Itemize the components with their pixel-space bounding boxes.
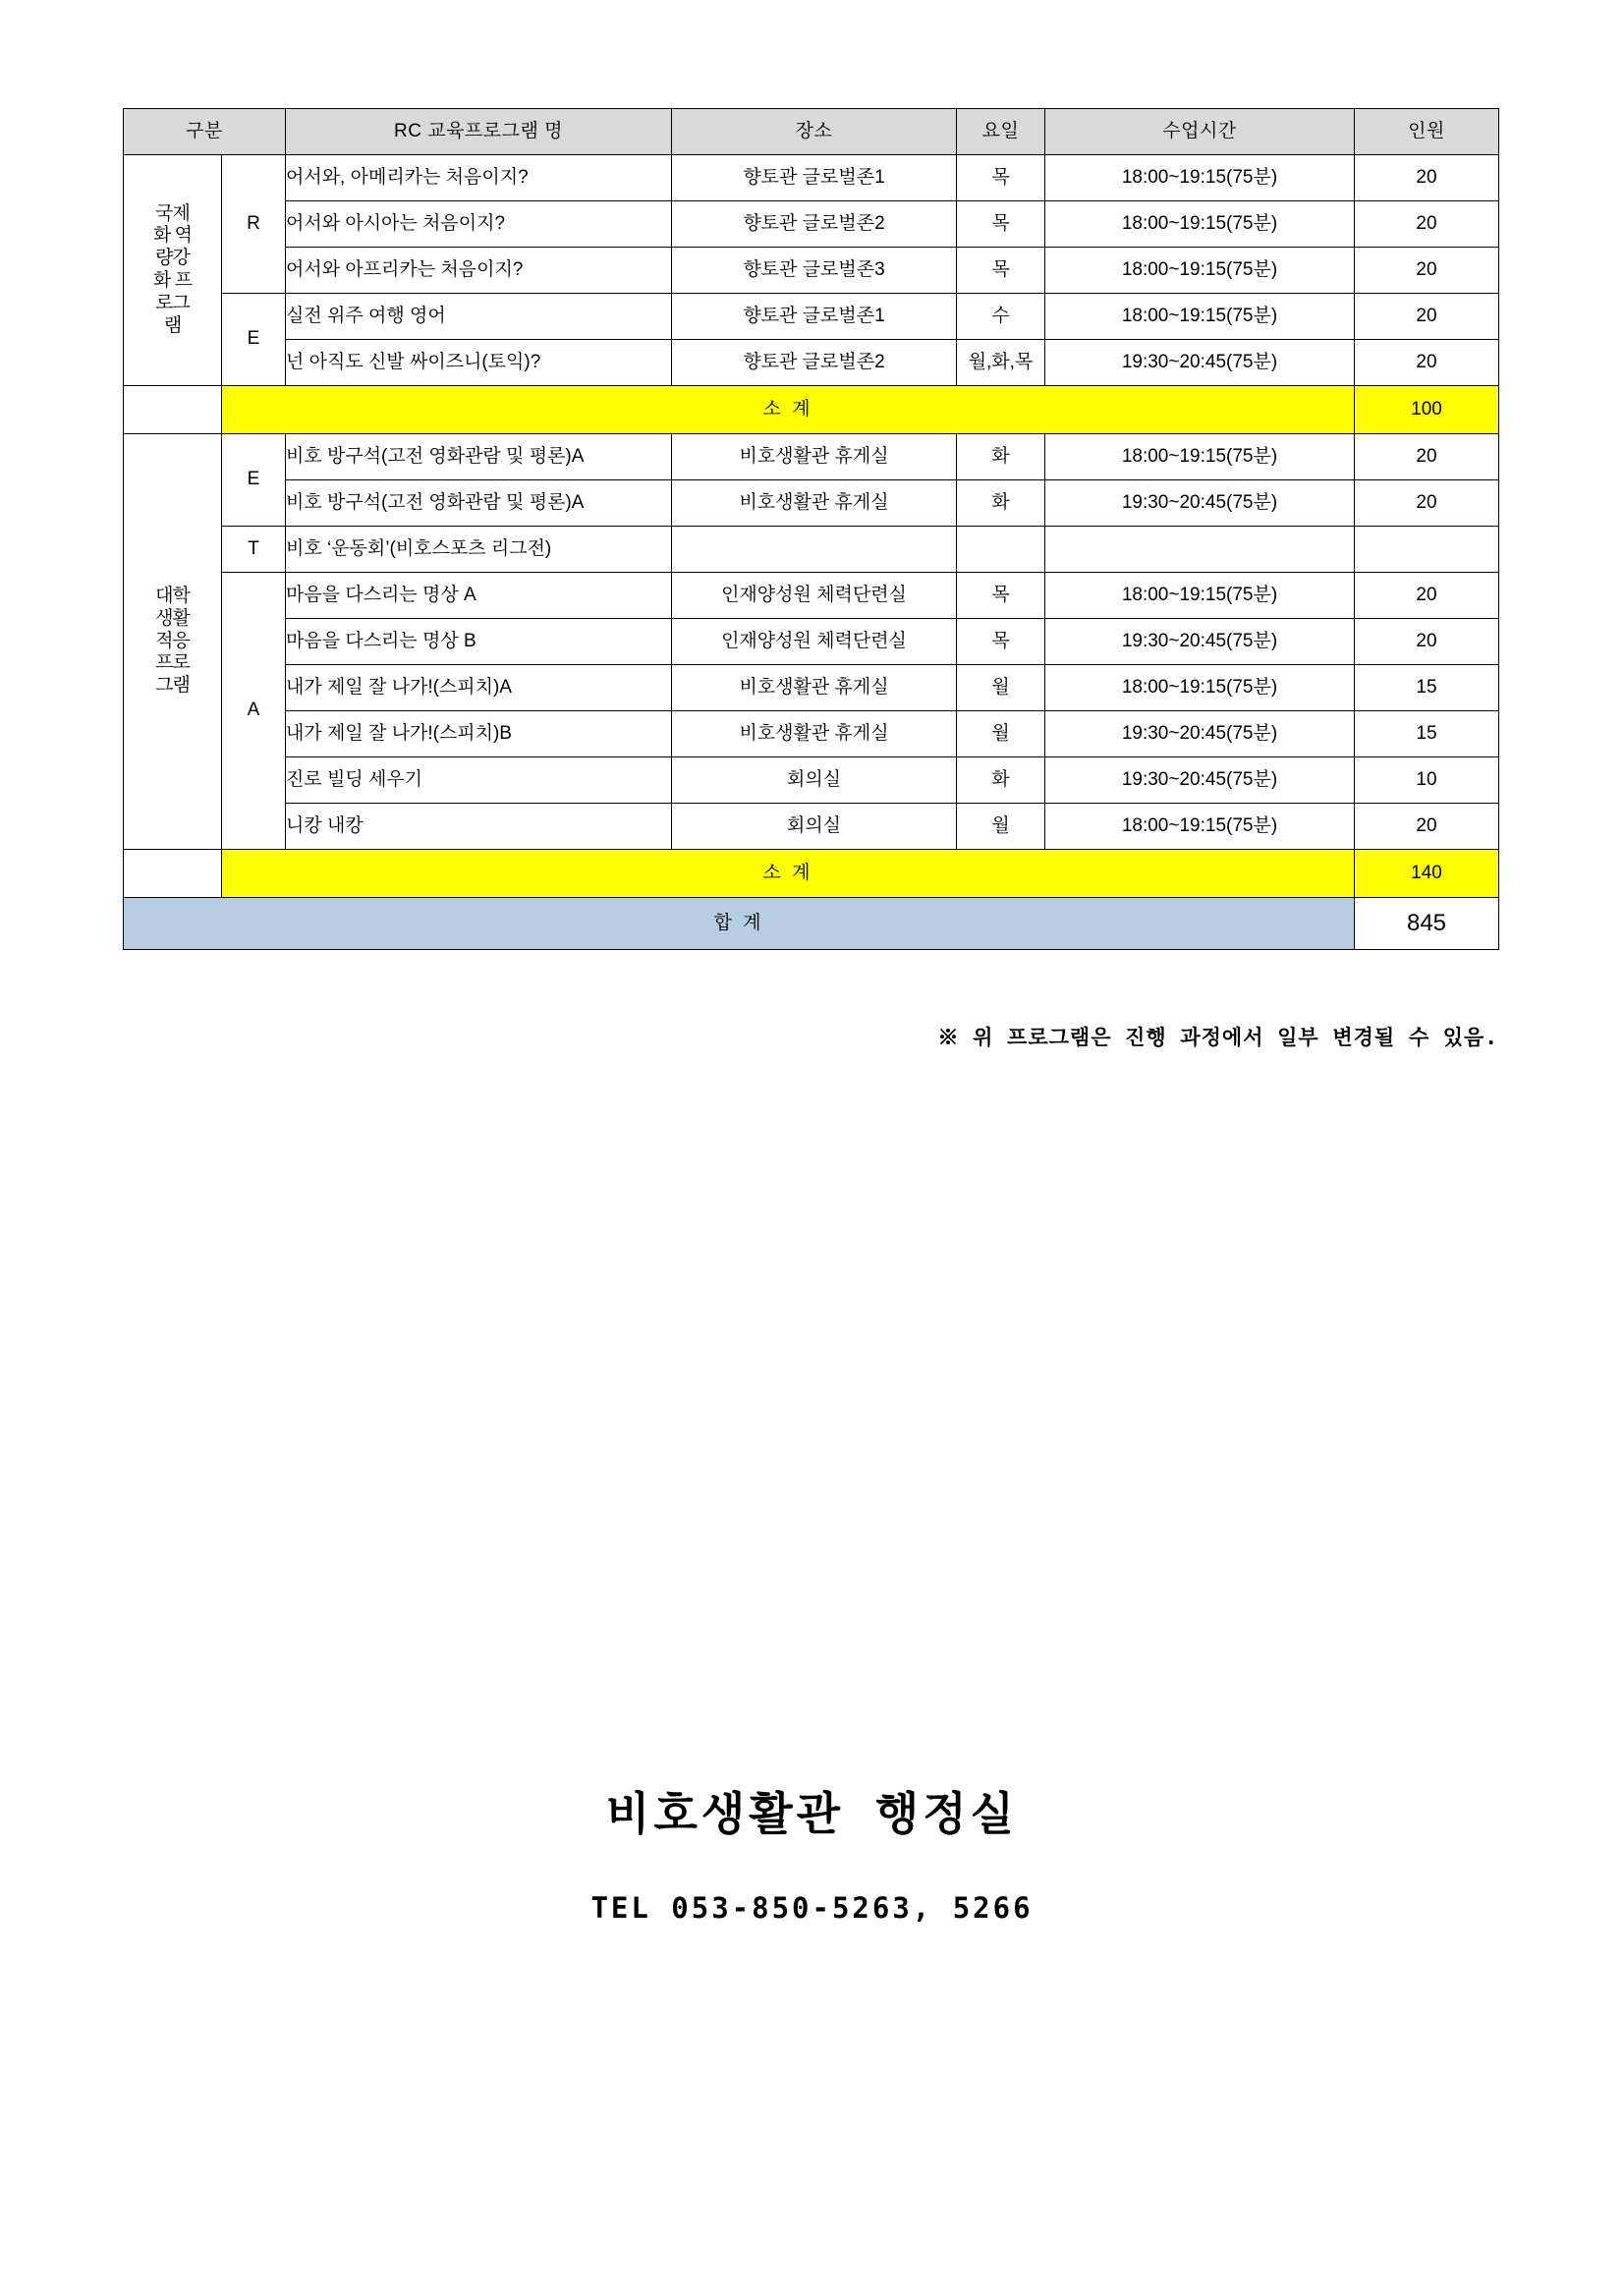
header-cell-category: 구분 [124, 109, 286, 155]
program-time: 18:00~19:15(75분) [1045, 665, 1355, 711]
header-cell-program-name: RC 교육프로그램 명 [286, 109, 672, 155]
table-row [124, 248, 1499, 294]
program-place: 회의실 [672, 757, 957, 804]
category-cell-campus-life [124, 434, 222, 850]
program-day: 목 [957, 155, 1045, 201]
program-count: 10 [1355, 757, 1499, 804]
program-day [957, 527, 1045, 573]
program-name: 마음을 다스리는 명상 A [286, 573, 672, 619]
program-time: 18:00~19:15(75분) [1045, 155, 1355, 201]
program-count: 15 [1355, 711, 1499, 757]
table-row [124, 711, 1499, 757]
program-count: 20 [1355, 248, 1499, 294]
schedule-table [123, 108, 1499, 950]
program-time: 19:30~20:45(75분) [1045, 340, 1355, 386]
program-name: 비호 방구석(고전 영화관람 및 평론)A [286, 434, 672, 480]
program-name: 비호 방구석(고전 영화관람 및 평론)A [286, 480, 672, 527]
footnote: ※ 위 프로그램은 진행 과정에서 일부 변경될 수 있음. [937, 1026, 1498, 1049]
program-place: 향토관 글로벌존1 [672, 155, 957, 201]
table-header [124, 109, 1499, 155]
table-row [124, 480, 1499, 527]
total-count: 845 [1355, 898, 1499, 950]
program-day: 화 [957, 434, 1045, 480]
program-time: 19:30~20:45(75분) [1045, 711, 1355, 757]
program-day: 월 [957, 711, 1045, 757]
program-day: 화 [957, 757, 1045, 804]
program-place: 향토관 글로벌존3 [672, 248, 957, 294]
subtotal-label: 소 계 [222, 850, 1355, 898]
program-count: 20 [1355, 480, 1499, 527]
subtotal-count: 140 [1355, 850, 1499, 898]
program-place: 비호생활관 휴게실 [672, 480, 957, 527]
program-count: 20 [1355, 804, 1499, 850]
subtotal-blank-cell [124, 850, 222, 898]
program-time: 18:00~19:15(75분) [1045, 248, 1355, 294]
program-name: 비호 ‘운동회’(비호스포츠 리그전) [286, 527, 672, 573]
program-day: 월 [957, 665, 1045, 711]
category-cell-international [124, 155, 222, 386]
subgroup-label-t: T [222, 527, 286, 573]
program-day: 화 [957, 480, 1045, 527]
program-time: 18:00~19:15(75분) [1045, 573, 1355, 619]
category-label: 대학생활 적응 프로그램 [155, 586, 190, 697]
program-place: 인재양성원 체력단련실 [672, 573, 957, 619]
header-cell-count: 인원 [1355, 109, 1499, 155]
table-row [124, 201, 1499, 248]
table-body [124, 155, 1499, 950]
program-place: 향토관 글로벌존2 [672, 201, 957, 248]
program-time: 18:00~19:15(75분) [1045, 294, 1355, 340]
subtotal-blank-cell [124, 386, 222, 434]
header-cell-place: 장소 [672, 109, 957, 155]
table-row [124, 804, 1499, 850]
program-place: 비호생활관 휴게실 [672, 665, 957, 711]
program-count: 20 [1355, 619, 1499, 665]
header-cell-day: 요일 [957, 109, 1045, 155]
subgroup-label-r: R [222, 155, 286, 294]
table-row [124, 619, 1499, 665]
program-name: 실전 위주 여행 영어 [286, 294, 672, 340]
program-count [1355, 527, 1499, 573]
table-row [124, 757, 1499, 804]
program-count: 20 [1355, 201, 1499, 248]
program-name: 어서와, 아메리카는 처음이지? [286, 155, 672, 201]
program-name: 넌 아직도 신발 싸이즈니(토익)? [286, 340, 672, 386]
table-row [124, 573, 1499, 619]
table-row [124, 434, 1499, 480]
program-place: 비호생활관 휴게실 [672, 434, 957, 480]
program-day: 월 [957, 804, 1045, 850]
table-row [124, 527, 1499, 573]
office-telephone: TEL 053-850-5263, 5266 [590, 1891, 1034, 1925]
program-name: 어서와 아프리카는 처음이지? [286, 248, 672, 294]
office-name: 비호생활관 행정실 [605, 1787, 1019, 1840]
subtotal-row-international [124, 386, 1499, 434]
table-row [124, 155, 1499, 201]
program-name: 진로 빌딩 세우기 [286, 757, 672, 804]
table-row [124, 294, 1499, 340]
program-day: 월,화,목 [957, 340, 1045, 386]
table-row [124, 665, 1499, 711]
program-day: 수 [957, 294, 1045, 340]
program-time: 18:00~19:15(75분) [1045, 804, 1355, 850]
program-place: 향토관 글로벌존2 [672, 340, 957, 386]
program-count: 20 [1355, 434, 1499, 480]
program-count: 20 [1355, 340, 1499, 386]
header-cell-time: 수업시간 [1045, 109, 1355, 155]
program-name: 어서와 아시아는 처음이지? [286, 201, 672, 248]
program-place: 회의실 [672, 804, 957, 850]
subtotal-label: 소 계 [222, 386, 1355, 434]
program-count: 20 [1355, 294, 1499, 340]
program-count: 20 [1355, 155, 1499, 201]
program-count: 15 [1355, 665, 1499, 711]
subgroup-label-e2: E [222, 434, 286, 527]
total-label: 합 계 [124, 898, 1355, 950]
program-name: 마음을 다스리는 명상 B [286, 619, 672, 665]
table-row [124, 340, 1499, 386]
program-place [672, 527, 957, 573]
program-place: 비호생활관 휴게실 [672, 711, 957, 757]
program-name: 내가 제일 잘 나가!(스피치)A [286, 665, 672, 711]
program-time: 19:30~20:45(75분) [1045, 480, 1355, 527]
program-time: 19:30~20:45(75분) [1045, 619, 1355, 665]
program-name: 내가 제일 잘 나가!(스피치)B [286, 711, 672, 757]
program-time [1045, 527, 1355, 573]
schedule-table-container [123, 108, 1498, 950]
subtotal-count: 100 [1355, 386, 1499, 434]
program-count: 20 [1355, 573, 1499, 619]
program-time: 18:00~19:15(75분) [1045, 434, 1355, 480]
program-name: 니캉 내캉 [286, 804, 672, 850]
program-place: 인재양성원 체력단련실 [672, 619, 957, 665]
program-day: 목 [957, 248, 1045, 294]
program-time: 19:30~20:45(75분) [1045, 757, 1355, 804]
program-time: 18:00~19:15(75분) [1045, 201, 1355, 248]
subtotal-row-campus-life [124, 850, 1499, 898]
total-row [124, 898, 1499, 950]
program-day: 목 [957, 619, 1045, 665]
category-label: 국제화 역량강화 프로그램 [153, 202, 192, 336]
header-row [124, 109, 1499, 155]
subgroup-label-e: E [222, 294, 286, 386]
program-place: 향토관 글로벌존1 [672, 294, 957, 340]
program-day: 목 [957, 201, 1045, 248]
subgroup-label-a: A [222, 573, 286, 850]
program-day: 목 [957, 573, 1045, 619]
